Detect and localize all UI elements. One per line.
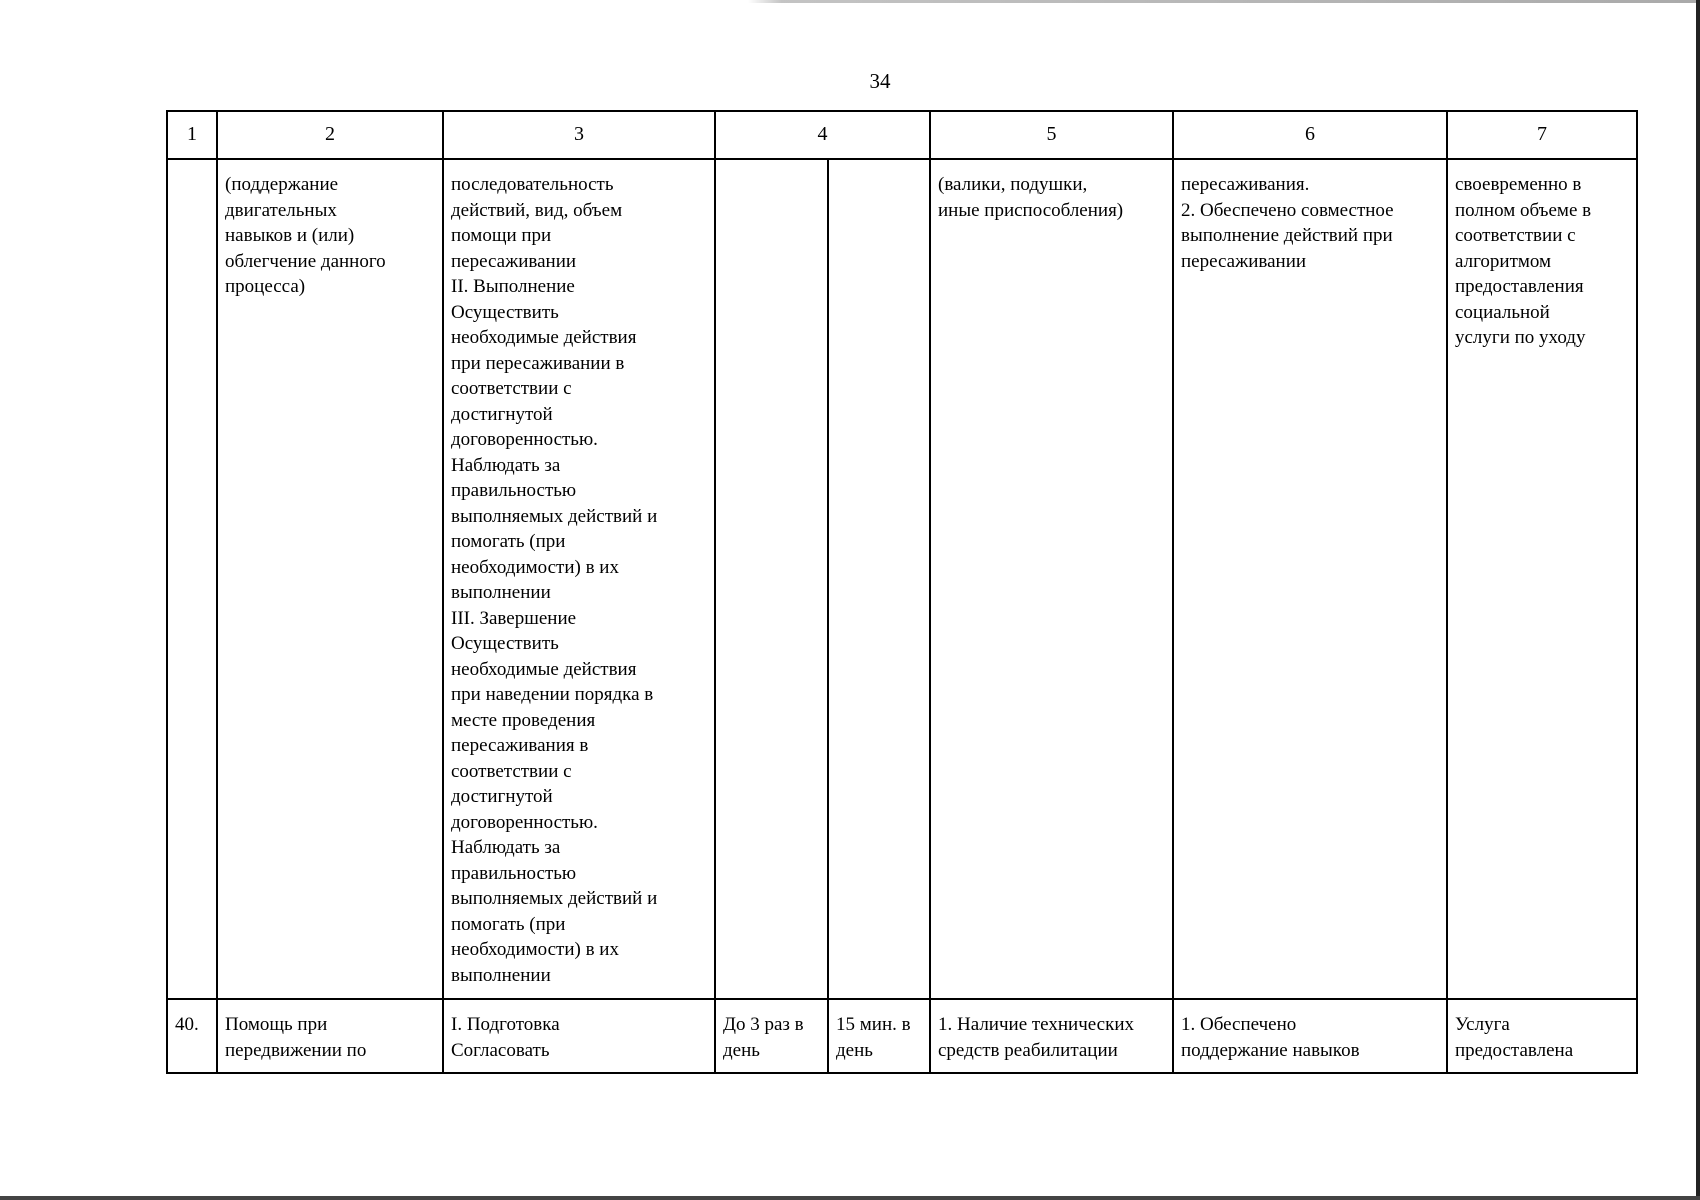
- scan-edge-bottom: [0, 1196, 1700, 1200]
- header-col-4: 4: [715, 111, 930, 159]
- page-number: 34: [869, 69, 891, 93]
- header-col-5: 5: [930, 111, 1173, 159]
- cell-service-name: (поддержание двигательных навыков и (или) облегчение данного процесса): [217, 159, 443, 999]
- cell-number: [167, 159, 217, 999]
- cell-duration: [828, 159, 930, 999]
- header-col-7: 7: [1447, 111, 1637, 159]
- header-col-6: 6: [1173, 111, 1447, 159]
- services-table: [166, 110, 1638, 1074]
- header-col-3: 3: [443, 111, 715, 159]
- header-col-1: 1: [167, 111, 217, 159]
- table-row-continued: [167, 159, 1637, 999]
- cell-frequency: [715, 159, 828, 999]
- cell-service-description: последовательность действий, вид, объем помощи при пересаживании II. Выполнение Осуществить необходимые действия при пересаживании в соответствии с достигнутой договоренностью. Наблюдать за правильностью выполняемых действий и помогать (при необходимости) в их выполнении III. Завершение Осуществить необходимые действия при наведении порядка в месте проведения пересаживания в соответствии с достигнутой договоренностью. Наблюдать за правильностью выполняемых действий и помогать (при необходимости) в их выполнении: [443, 159, 715, 999]
- cell-number: 40.: [167, 999, 217, 1073]
- cell-duration: 15 мин. в день: [828, 999, 930, 1073]
- cell-quality-indicators: 1. Обеспечено поддержание навыков: [1173, 999, 1447, 1073]
- cell-quality-indicators: пересаживания. 2. Обеспечено совместное выполнение действий при пересаживании: [1173, 159, 1447, 999]
- cell-service-description: I. Подготовка Согласовать: [443, 999, 715, 1073]
- services-table-wrapper: [166, 110, 1636, 1074]
- cell-frequency: До 3 раз в день: [715, 999, 828, 1073]
- header-col-2: 2: [217, 111, 443, 159]
- cell-evaluation: своевременно в полном объеме в соответствии с алгоритмом предоставления социальной услуги по уходу: [1447, 159, 1637, 999]
- cell-conditions: (валики, подушки, иные приспособления): [930, 159, 1173, 999]
- cell-conditions: 1. Наличие технических средств реабилитации: [930, 999, 1173, 1073]
- scan-edge-right: [1696, 0, 1700, 1200]
- cell-service-name: Помощь при передвижении по: [217, 999, 443, 1073]
- table-header-row: [167, 111, 1637, 159]
- table-row-40: [167, 999, 1637, 1073]
- scan-edge-top: [0, 0, 1700, 3]
- cell-evaluation: Услуга предоставлена: [1447, 999, 1637, 1073]
